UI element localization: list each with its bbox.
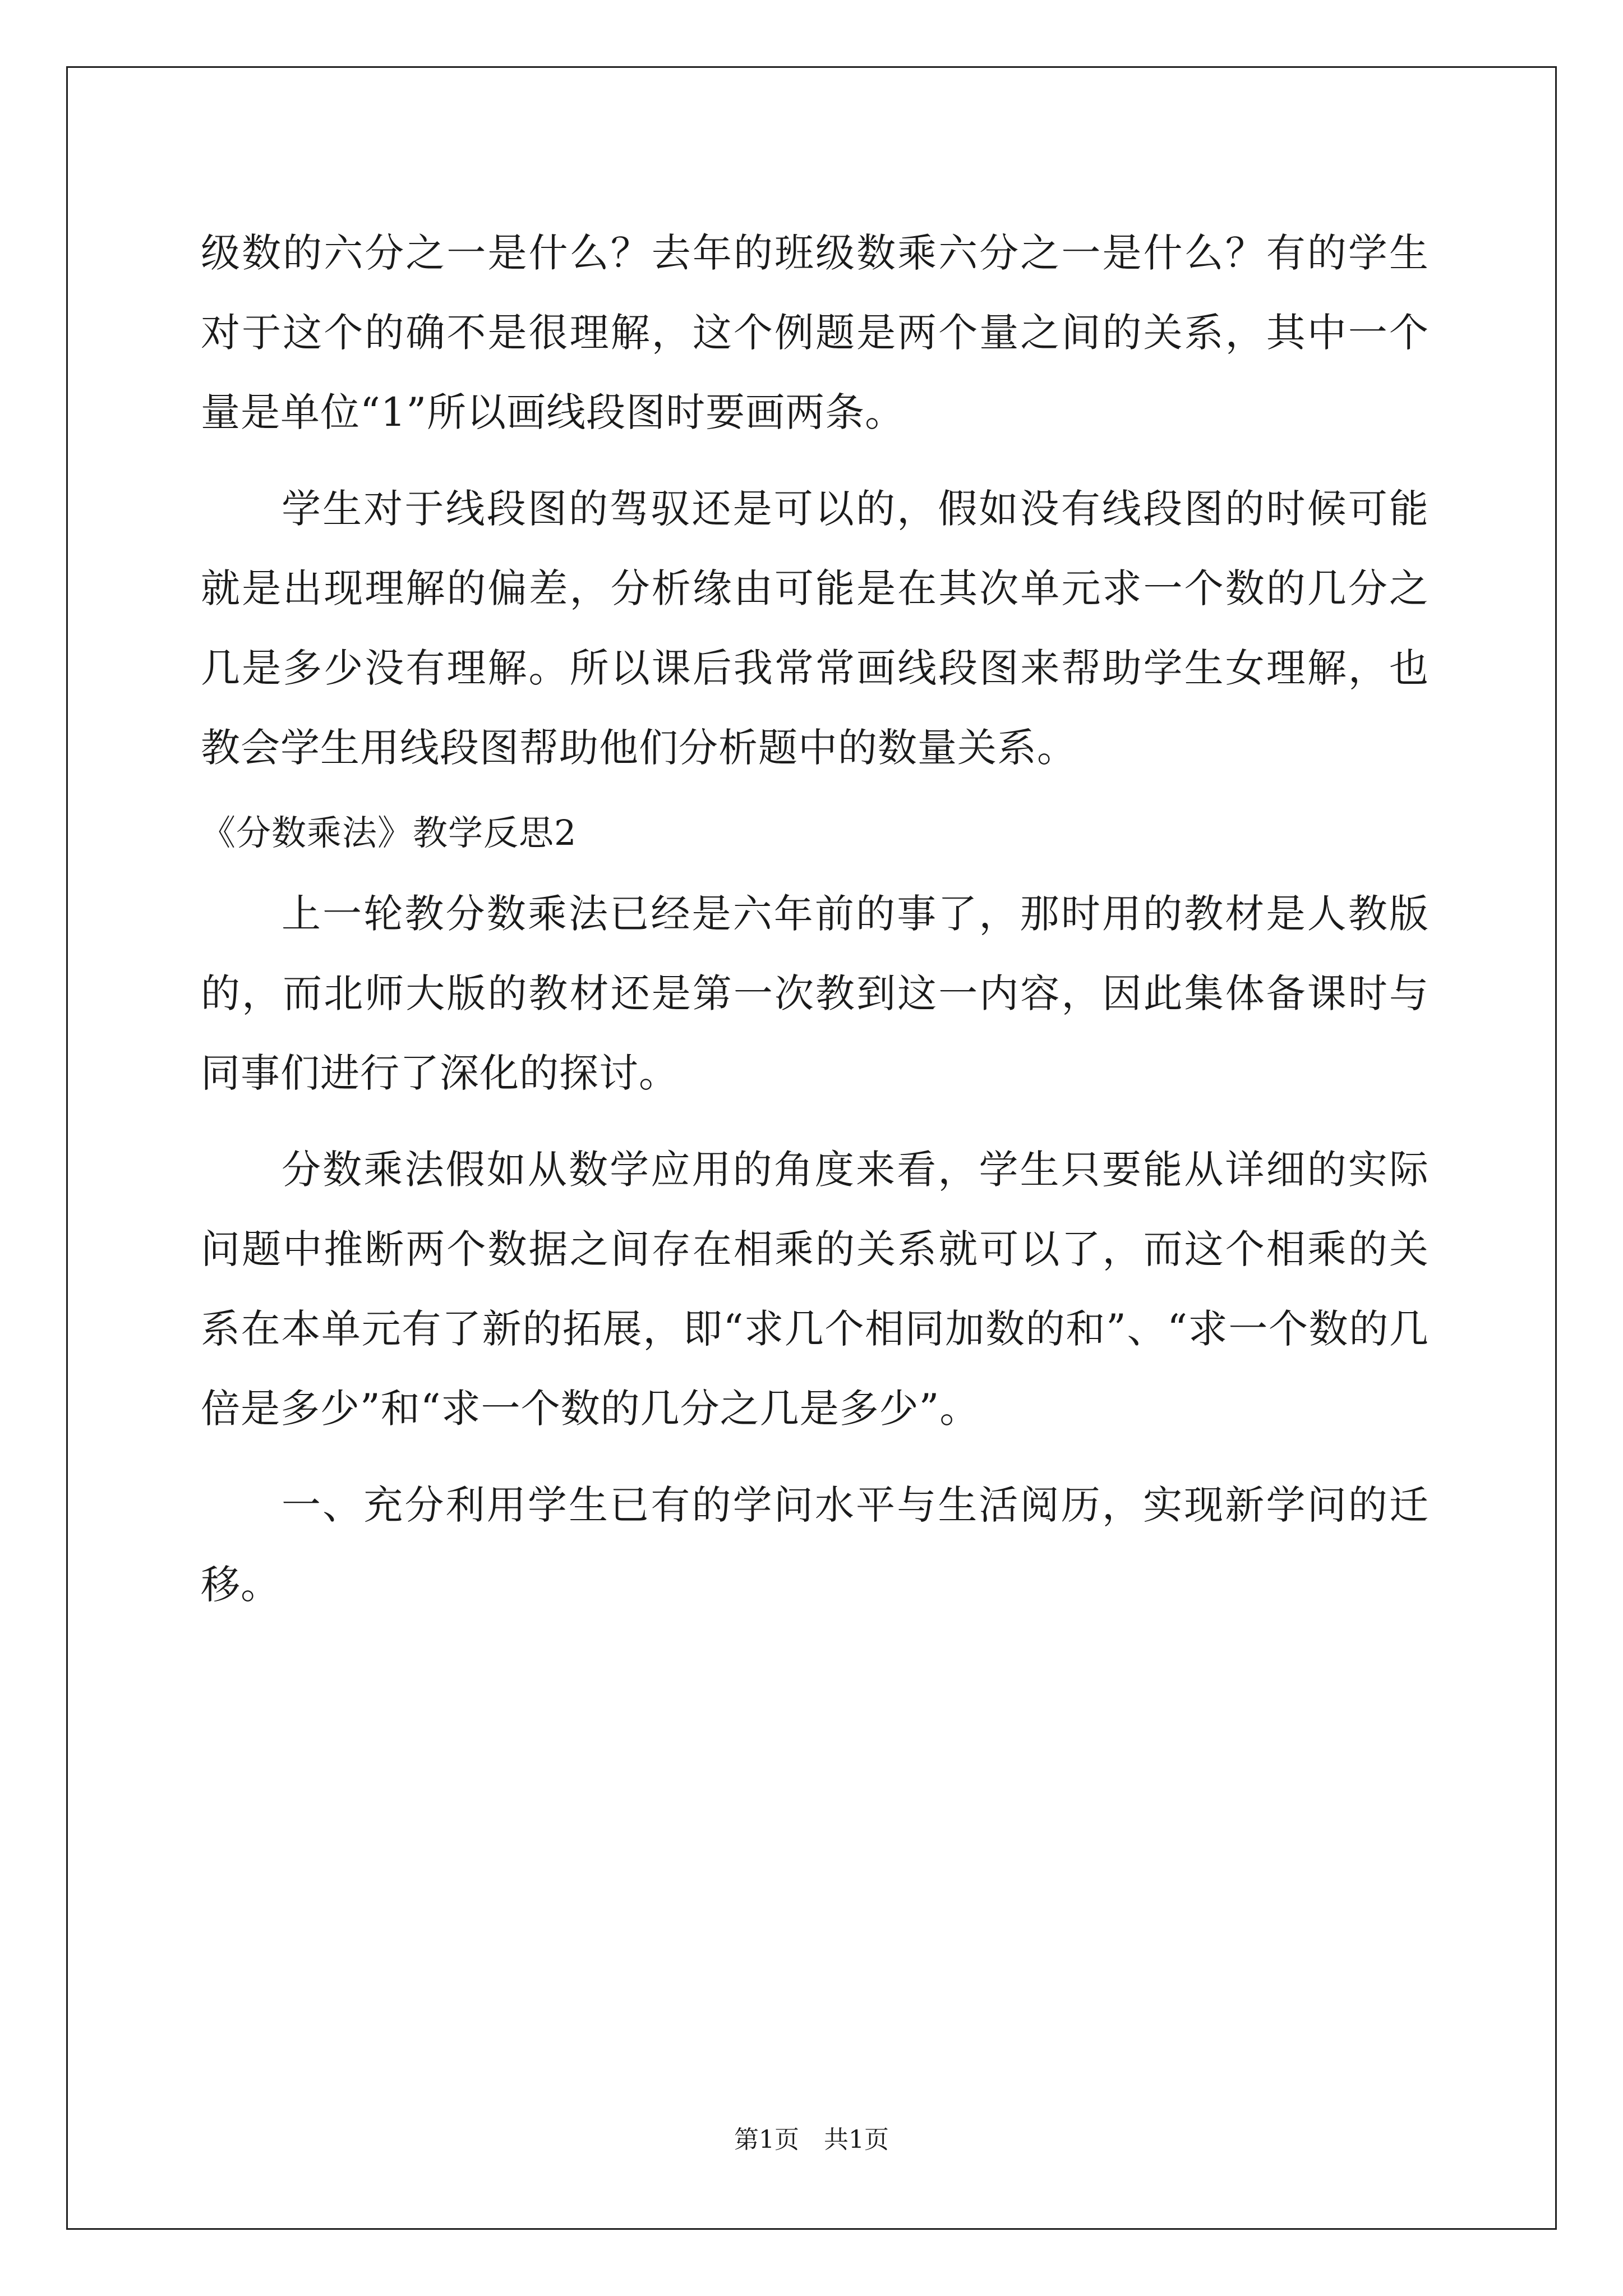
paragraph-continuation: 级数的六分之一是什么？去年的班级数乘六分之一是什么？有的学生对于这个的确不是很理解，这个例题是两个量之间的关系，其中一个量是单位“1”所以画线段图时要画两条。 [201,230,1429,435]
page-number-footer: 第1页 共1页 [734,2125,889,2154]
section-title: 《分数乘法》教学反思2 [201,812,577,853]
document-body [201,213,1429,1625]
paragraph: 上一轮教分数乘法已经是六年前的事了，那时用的教材是人教版的，而北师大版的教材还是第一次教到这一内容，因此集体备课时与同事们进行了深化的探讨。 [201,891,1429,1096]
paragraph: 学生对于线段图的驾驭还是可以的，假如没有线段图的时候可能就是出现理解的偏差，分析缘由可能是在其次单元求一个数的几分之几是多少没有理解。所以课后我常常画线段图来帮助学生女理解，也教会学生用线段图帮助他们分析题中的数量关系。 [201,486,1429,771]
paragraph: 一、充分利用学生已有的学问水平与生活阅历，实现新学问的迁移。 [201,1482,1429,1608]
paragraph: 分数乘法假如从数学应用的角度来看，学生只要能从详细的实际问题中推断两个数据之间存在相乘的关系就可以了，而这个相乘的关系在本单元有了新的拓展，即“求几个相同加数的和”、“求一个数的几倍是多少”和“求一个数的几分之几是多少”。 [201,1147,1429,1432]
